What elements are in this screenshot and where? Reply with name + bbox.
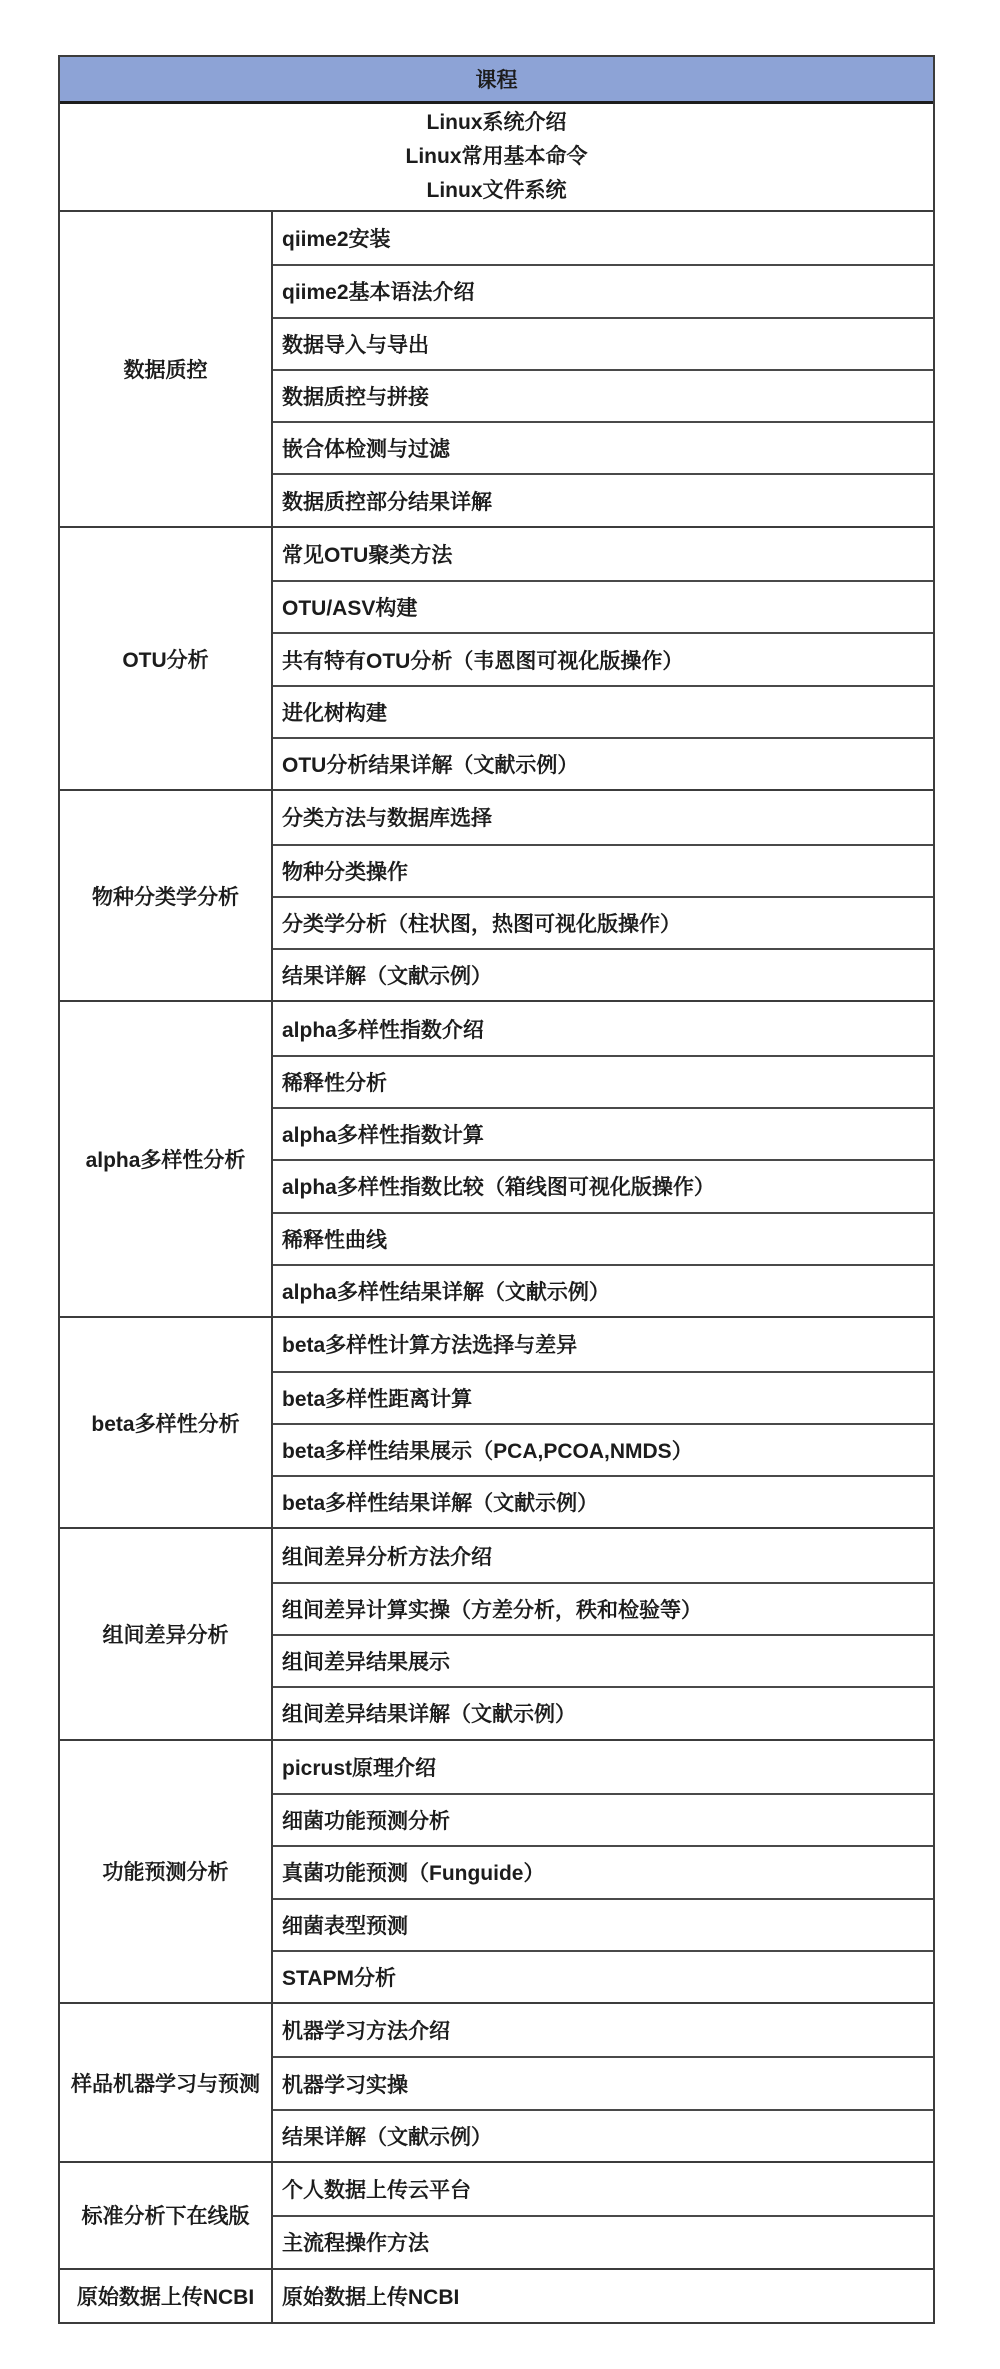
course-item-cell: 结果详解（文献示例） [273, 2109, 933, 2161]
course-item-cell: 个人数据上传云平台 [282, 2179, 471, 2203]
course-item-cell: 进化树构建 [273, 685, 933, 737]
course-item-cell: qiime2基本语法介绍 [273, 264, 933, 316]
course-item-cell: beta多样性结果展示（PCA,PCOA,NMDS） [273, 1423, 933, 1475]
category-cell: beta多样性分析 [60, 1318, 273, 1527]
category-cell: 标准分析下在线版 [60, 2163, 273, 2268]
course-item-cell: 组间差异结果展示 [273, 1634, 933, 1686]
course-item-cell: beta多样性结果详解（文献示例） [273, 1475, 933, 1527]
course-item-cell: beta多样性距离计算 [273, 1371, 933, 1423]
course-table [58, 55, 935, 2324]
category-cell: alpha多样性分析 [60, 1002, 273, 1316]
items-column [273, 2270, 933, 2322]
course-item-cell: STAPM分析 [273, 1950, 933, 2002]
course-item-cell: qiime2安装 [282, 228, 391, 252]
course-item-cell: 常见OTU聚类方法 [282, 543, 453, 567]
course-item-cell: alpha多样性指数计算 [273, 1107, 933, 1159]
course-item-cell: 嵌合体检测与过滤 [273, 421, 933, 473]
course-section [60, 2002, 933, 2161]
table-header-row [60, 57, 933, 104]
course-item-cell: picrust原理介绍 [282, 1756, 437, 1780]
course-item-cell: 结果详解（文献示例） [273, 948, 933, 1000]
course-item-cell: 共有特有OTU分析（韦恩图可视化版操作） [273, 632, 933, 684]
intro-line: Linux系统介绍 [426, 111, 567, 134]
items-column [273, 1002, 933, 1316]
category-cell: OTU分析 [60, 528, 273, 789]
category-cell: 功能预测分析 [60, 1741, 273, 2002]
course-item-cell: 稀释性曲线 [273, 1212, 933, 1264]
items-column [273, 1741, 933, 2002]
course-item-cell: alpha多样性结果详解（文献示例） [273, 1264, 933, 1316]
course-item-cell: OTU分析结果详解（文献示例） [273, 737, 933, 789]
sections-container [60, 210, 933, 2322]
category-cell: 组间差异分析 [60, 1529, 273, 1738]
course-item-cell: 细菌功能预测分析 [273, 1793, 933, 1845]
course-item-cell: 组间差异分析方法介绍 [282, 1545, 492, 1569]
course-item-cell: 细菌表型预测 [273, 1898, 933, 1950]
course-section [60, 1000, 933, 1316]
course-item-cell: 主流程操作方法 [273, 2215, 933, 2267]
course-section [60, 1739, 933, 2002]
course-item-cell: 物种分类操作 [273, 844, 933, 896]
course-section [60, 526, 933, 789]
course-section [60, 789, 933, 1000]
course-item-cell: 分类方法与数据库选择 [282, 807, 492, 831]
course-item-cell: 原始数据上传NCBI [282, 2285, 460, 2309]
table-header-label: 课程 [475, 69, 518, 92]
items-column [273, 2163, 933, 2268]
course-item-cell: alpha多样性指数比较（箱线图可视化版操作） [273, 1159, 933, 1211]
category-cell: 样品机器学习与预测 [60, 2004, 273, 2161]
intro-row [60, 104, 933, 210]
course-item-cell: beta多样性计算方法选择与差异 [282, 1334, 578, 1358]
course-section [60, 2268, 933, 2322]
items-column [273, 212, 933, 526]
course-section [60, 2161, 933, 2268]
intro-line: Linux文件系统 [426, 179, 567, 202]
items-column [273, 2004, 933, 2161]
course-item-cell: 真菌功能预测（Funguide） [273, 1845, 933, 1897]
course-section [60, 1316, 933, 1527]
course-section [60, 210, 933, 526]
course-item-cell: 数据质控与拼接 [273, 369, 933, 421]
course-item-cell: 组间差异结果详解（文献示例） [273, 1686, 933, 1738]
items-column [273, 1529, 933, 1738]
course-item-cell: 数据导入与导出 [273, 317, 933, 369]
category-cell: 原始数据上传NCBI [60, 2270, 273, 2322]
course-item-cell: OTU/ASV构建 [273, 580, 933, 632]
items-column [273, 1318, 933, 1527]
course-section [60, 1527, 933, 1738]
category-cell: 物种分类学分析 [60, 791, 273, 1000]
items-column [273, 528, 933, 789]
course-item-cell: 机器学习方法介绍 [282, 2020, 450, 2044]
items-column [273, 791, 933, 1000]
course-item-cell: 数据质控部分结果详解 [273, 473, 933, 525]
intro-line: Linux常用基本命令 [405, 145, 588, 168]
course-item-cell: 机器学习实操 [273, 2056, 933, 2108]
course-item-cell: 分类学分析（柱状图，热图可视化版操作） [273, 896, 933, 948]
category-cell: 数据质控 [60, 212, 273, 526]
course-item-cell: alpha多样性指数介绍 [282, 1018, 484, 1042]
course-item-cell: 稀释性分析 [273, 1055, 933, 1107]
course-item-cell: 组间差异计算实操（方差分析，秩和检验等） [273, 1582, 933, 1634]
